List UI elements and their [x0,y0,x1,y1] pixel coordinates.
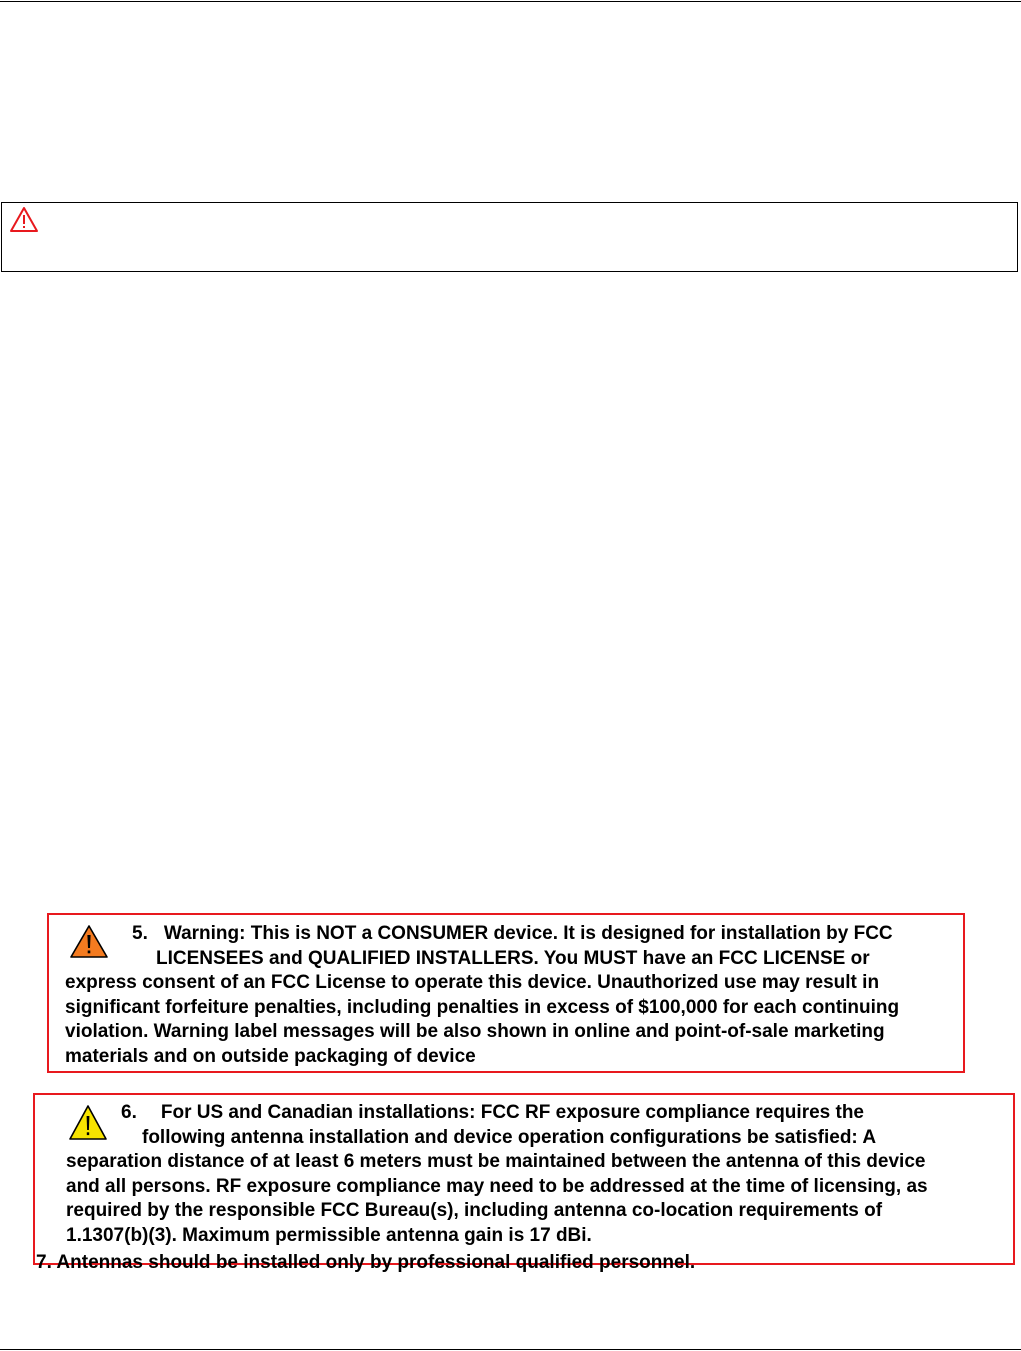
caution-box [1,202,1018,272]
warning-6-text [66,1101,928,1248]
footer-rule [0,1349,1021,1350]
warning-5-line-5: violation. Warning label messages will be also shown in online and point-of-sale marketing [65,1021,885,1042]
warning-6-line-5: required by the responsible FCC Bureau(s), including antenna co-location requirements of [66,1200,883,1221]
warning-6-line-6: 1.1307(b)(3). Maximum permissible antenna gain is 17 dBi. [66,1224,592,1246]
warning-6-line-1: 6. For US and Canadian installations: FCC RF exposure compliance requires the [66,1101,928,1126]
warning-6-line-3: separation distance of at least 6 meters must be maintained between the antenna of this device [66,1151,926,1172]
warning-6-line-2: following antenna installation and device operation configurations be satisfied: A [142,1126,877,1148]
warning-6-number: 6. [121,1102,137,1123]
warning-5-line-4: significant forfeiture penalties, including penalties in excess of $100,000 for each continuing [65,996,900,1018]
warning-box-5 [47,913,965,1073]
warning-5-text [65,922,899,1069]
clipped-text-line: 7. Antennas should be installed only by professional qualified personnel. [36,1252,696,1273]
warning-5-line-1: 5. Warning: This is NOT a CONSUMER device. It is designed for installation by FCC [65,922,899,947]
warning-5-line-2: LICENSEES and QUALIFIED INSTALLERS. You MUST have an FCC LICENSE or [156,947,870,969]
warning-5-line-3: express consent of an FCC License to operate this device. Unauthorized use may result in [65,972,880,993]
header-rule [0,1,1021,2]
warning-6-line-4: and all persons. RF exposure compliance may need to be addressed at the time of licensing, as [66,1175,928,1197]
warning-5-number: 5. [132,923,148,944]
warning-5-line-6: materials and on outside packaging of device [65,1045,476,1067]
warning-triangle-outline-icon [9,206,39,234]
warning-box-6 [33,1093,1015,1265]
